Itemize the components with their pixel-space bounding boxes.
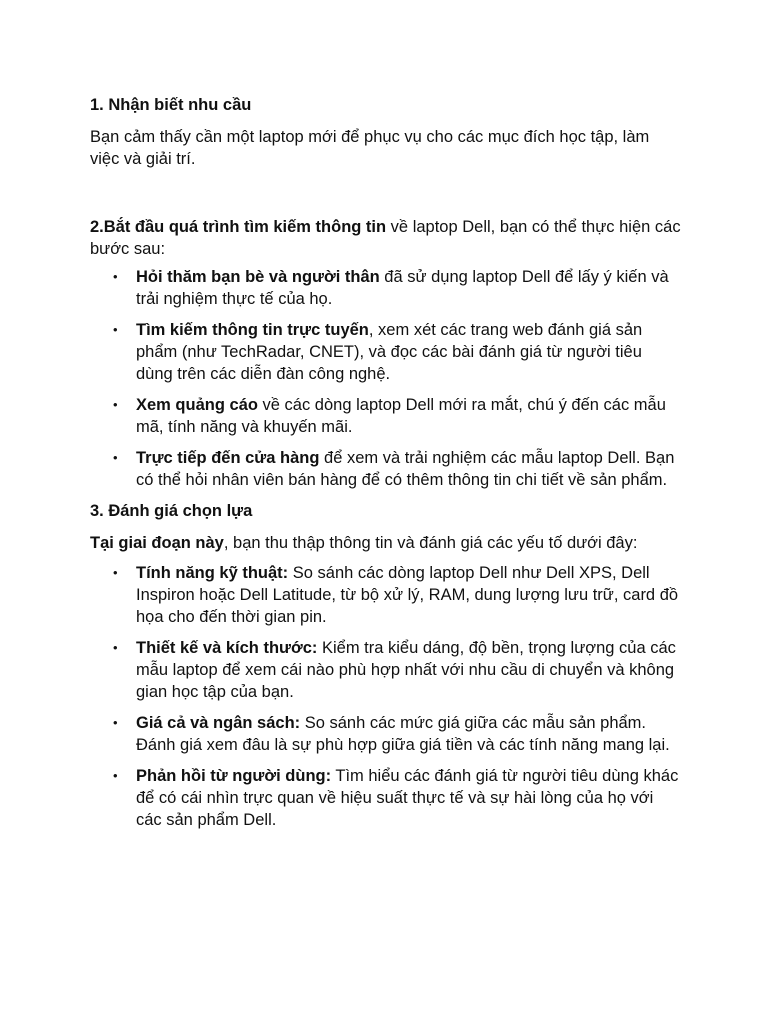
list-item	[113, 319, 682, 385]
section2-lead-rest: về laptop Dell, bạn có thể thực hiện các bước sau:	[90, 218, 681, 258]
bullet-icon: •	[113, 269, 118, 284]
list-item-bold: Giá cả và ngân sách:	[136, 714, 301, 732]
section3-intro	[90, 532, 682, 554]
section3-intro-rest: , bạn thu thập thông tin và đánh giá các yếu tố dưới đây:	[223, 534, 638, 552]
list-item-text: đã sử dụng laptop Dell để lấy ý kiến và trải nghiệm thực tế của họ.	[136, 268, 669, 308]
list-item	[113, 765, 682, 831]
document-page	[90, 94, 682, 840]
list-item-bold: Xem quảng cáo	[136, 396, 258, 414]
section3-intro-bold: Tại giai đoạn này	[90, 534, 224, 552]
bullet-icon: •	[113, 715, 118, 730]
list-item-text: , xem xét các trang web đánh giá sản phẩm (như TechRadar, CNET), và đọc các bài đánh giá từ người tiêu dùng trên các diễn đàn công nghệ.	[136, 321, 643, 383]
section3-heading: 3. Đánh giá chọn lựa	[90, 502, 253, 520]
bullet-icon: •	[113, 450, 118, 465]
section2-list	[90, 266, 682, 491]
bullet-icon: •	[113, 322, 118, 337]
list-item-text: Tìm hiểu các đánh giá từ người tiêu dùng khác để có cái nhìn trực quan về hiệu suất thực tế và sự hài lòng của họ với các sản phẩm Dell.	[136, 767, 679, 829]
bullet-icon: •	[113, 768, 118, 783]
list-item	[113, 447, 682, 491]
bullet-icon: •	[113, 397, 118, 412]
list-item	[113, 712, 682, 756]
section3-list	[90, 562, 682, 831]
list-item-bold: Trực tiếp đến cửa hàng	[136, 449, 320, 467]
section2-lead-bold: 2.Bắt đầu quá trình tìm kiếm thông tin	[90, 218, 387, 236]
list-item	[113, 394, 682, 438]
list-item-text: Kiểm tra kiểu dáng, độ bền, trọng lượng của các mẫu laptop để xem cái nào phù hợp nhất với nhu cầu di chuyển và không gian học tập của bạn.	[136, 639, 676, 701]
list-item-bold: Tìm kiếm thông tin trực tuyến	[136, 321, 369, 339]
section2-lead	[90, 216, 682, 260]
section1-body: Bạn cảm thấy cần một laptop mới để phục vụ cho các mục đích học tập, làm việc và giải trí.	[90, 128, 650, 168]
bullet-icon: •	[113, 640, 118, 655]
bullet-icon: •	[113, 565, 118, 580]
list-item-text: để xem và trải nghiệm các mẫu laptop Dell. Bạn có thể hỏi nhân viên bán hàng để có thêm thông tin chi tiết về sản phẩm.	[136, 449, 675, 489]
list-item-text: So sánh các mức giá giữa các mẫu sản phẩm. Đánh giá xem đâu là sự phù hợp giữa giá tiền và các tính năng mang lại.	[136, 714, 670, 754]
list-item-text: về các dòng laptop Dell mới ra mắt, chú ý đến các mẫu mã, tính năng và khuyến mãi.	[136, 396, 666, 436]
section1-heading: 1. Nhận biết nhu cầu	[90, 96, 252, 114]
list-item-bold: Hỏi thăm bạn bè và người thân	[136, 268, 380, 286]
list-item	[113, 266, 682, 310]
list-item-bold: Phản hồi từ người dùng:	[136, 767, 332, 785]
list-item	[113, 637, 682, 703]
list-item-text: So sánh các dòng laptop Dell như Dell XPS, Dell Inspiron hoặc Dell Latitude, từ bộ xử lý, RAM, dung lượng lưu trữ, card đồ họa cho đến thời gian pin.	[136, 564, 679, 626]
list-item-bold: Thiết kế và kích thước:	[136, 639, 318, 657]
list-item-bold: Tính năng kỹ thuật:	[136, 564, 289, 582]
list-item	[113, 562, 682, 628]
